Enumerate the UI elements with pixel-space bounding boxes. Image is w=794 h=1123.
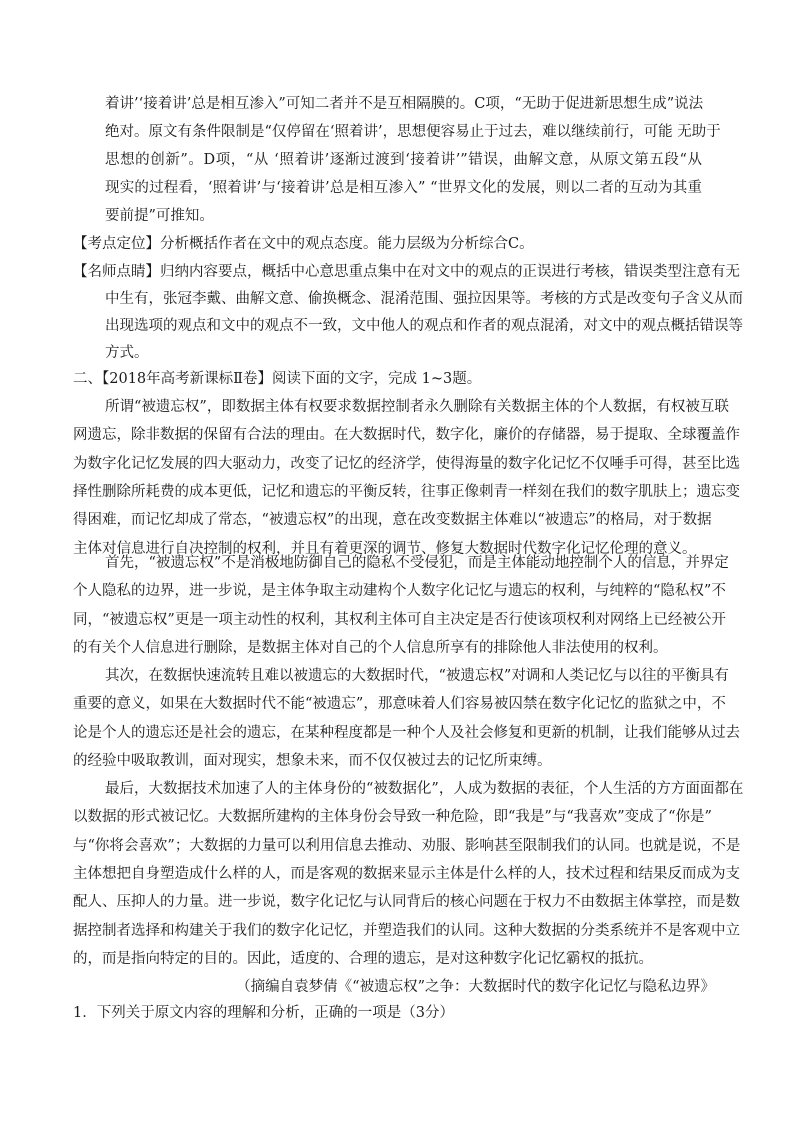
text-line: 以数据的形式被记忆。大数据所建构的主体身份会导致一种危险，即“我是”与“我喜欢”变成了“你是”	[73, 809, 712, 826]
text-line: 思想的创新”。D项，“从 ‘照着讲’逐渐过渡到‘接着讲’”错误，曲解文意，从原文第五段“从	[105, 152, 702, 168]
text-line: 为数字化记忆发展的四大驱动力，改变了记忆的经济学，使得海量的数字化记忆不仅唾手可得，甚至比选	[73, 455, 740, 472]
text-line: 重要的意义，如果在大数据时代不能“被遗忘”，那意味着人们容易被囚禁在数字化记忆的监狱之中，不	[73, 696, 726, 713]
text-line: 着讲’‘接着讲’总是相互渗入”可知二者并不是互相隔膜的。C项，“无助于促进新思想生成”说法	[105, 96, 704, 112]
text-line: 所谓“被遗忘权”，即数据主体有权要求数据控制者永久删除有关数据主体的个人数据，有权被互联	[105, 399, 729, 415]
text-line: 主体想把自身塑造成什么样的人，而是客观的数据来显示主体是什么样的人，技术过程和结果反而成为支	[73, 865, 740, 882]
text-line: 二、【2018年高考新课标Ⅱ卷】阅读下面的文字，完成 1~3题。	[73, 371, 482, 387]
text-line: （摘编自袁梦倩《“被遗忘权”之争：大数据时代的数字化记忆与隐私边界》	[236, 979, 715, 995]
text-line: 【考点定位】分析概括作者在文中的观点态度。能力层级为分析综合C。	[73, 236, 534, 252]
text-line: 最后，大数据技术加速了人的主体身份的“被数据化”，人成为数据的表征，个人生活的方方面面都在	[105, 781, 744, 797]
text-line: 【名师点睛】归纳内容要点，概括中心意思重点集中在对文中的观点的正误进行考核，错误类型注意有无	[73, 264, 740, 280]
text-line: 要前提”可推知。	[105, 208, 214, 224]
text-line: 绝对。原文有条件限制是“仅停留在‘照着讲’，思想便容易止于过去，难以继续前行，可能 无助于	[105, 124, 721, 140]
text-line: 据控制者选择和构建关于我们的数字化记忆，并塑造我们的认同。这种大数据的分类系统并不是客观中立	[73, 922, 740, 939]
text-line: 得困难，而记忆却成了常态，“被遗忘权”的出现，意在改变数据主体难以“被遗忘”的格局，对于数据	[73, 512, 712, 529]
text-line: 主体对信息进行自决控制的权利，并且有着更深的调节、修复大数据时代数字化记忆伦理的意义。	[73, 540, 697, 557]
text-line: 的有关个人信息进行删除，是数据主体对自己的个人信息所享有的排除他人非法使用的权利。	[73, 639, 668, 656]
text-line: 其次，在数据快速流转且难以被遗忘的大数据时代，“被遗忘权”对调和人类记忆与以往的平衡具有	[105, 668, 729, 684]
text-line: 个人隐私的边界，进一步说，是主体争取主动建构个人数字化记忆与遗忘的权利，与纯粹的“隐私权”不	[73, 583, 726, 600]
text-line: 中生有，张冠李戴、曲解文意、偷换概念、混淆范围、强拉因果等。考核的方式是改变句子含义从而	[105, 291, 743, 307]
text-line: 的经验中吸取教训，面对现实，想象未来，而不仅仅被过去的记忆所束缚。	[73, 752, 552, 769]
text-line: 与“你将会喜欢”；大数据的力量可以利用信息去推动、劝服、影响甚至限制我们的认同。也就是说，不是	[73, 837, 741, 854]
text-line: 1．下列关于原文内容的理解和分析，正确的一项是（3分）	[73, 1005, 454, 1021]
text-line: 论是个人的遗忘还是社会的遗忘，在某种程度都是一种个人及社会修复和更新的机制，让我们能够从过去	[73, 724, 740, 741]
text-line: 网遗忘，除非数据的保留有合法的理由。在大数据时代，数字化，廉价的存储器，易于提取、全球覆盖作	[73, 427, 740, 444]
text-line: 首先，“被遗忘权”不是消极地防御自己的隐私不受侵犯，而是主体能动地控制个人的信息，并界定	[105, 555, 729, 571]
text-line: 出现选项的观点和文中的观点不一致，文中他人的观点和作者的观点混淆，对文中的观点概括错误等	[105, 318, 743, 334]
text-line: 现实的过程看，‘照着讲’与‘接着讲’总是相互渗入” “世界文化的发展，则以二者的互动为其重	[105, 180, 702, 196]
text-line: 配人、压抑人的力量。进一步说，数字化记忆与认同背后的核心问题在于权力不由数据主体掌控，而是数	[73, 894, 740, 911]
text-line: 的，而是指向特定的目的。因此，适度的、合理的遗忘，是对这种数字化记忆霸权的抵抗。	[73, 950, 653, 967]
text-line: 方式。	[105, 345, 149, 361]
text-line: 择性删除所耗费的成本更低，记忆和遗忘的平衡反转，往事正像刺青一样刻在我们的数字肌肤上；遗忘变	[73, 483, 740, 500]
text-line: 同，“被遗忘权”更是一项主动性的权利，其权利主体可自主决定是否行使该项权利对网络上已经被公开	[73, 611, 726, 628]
